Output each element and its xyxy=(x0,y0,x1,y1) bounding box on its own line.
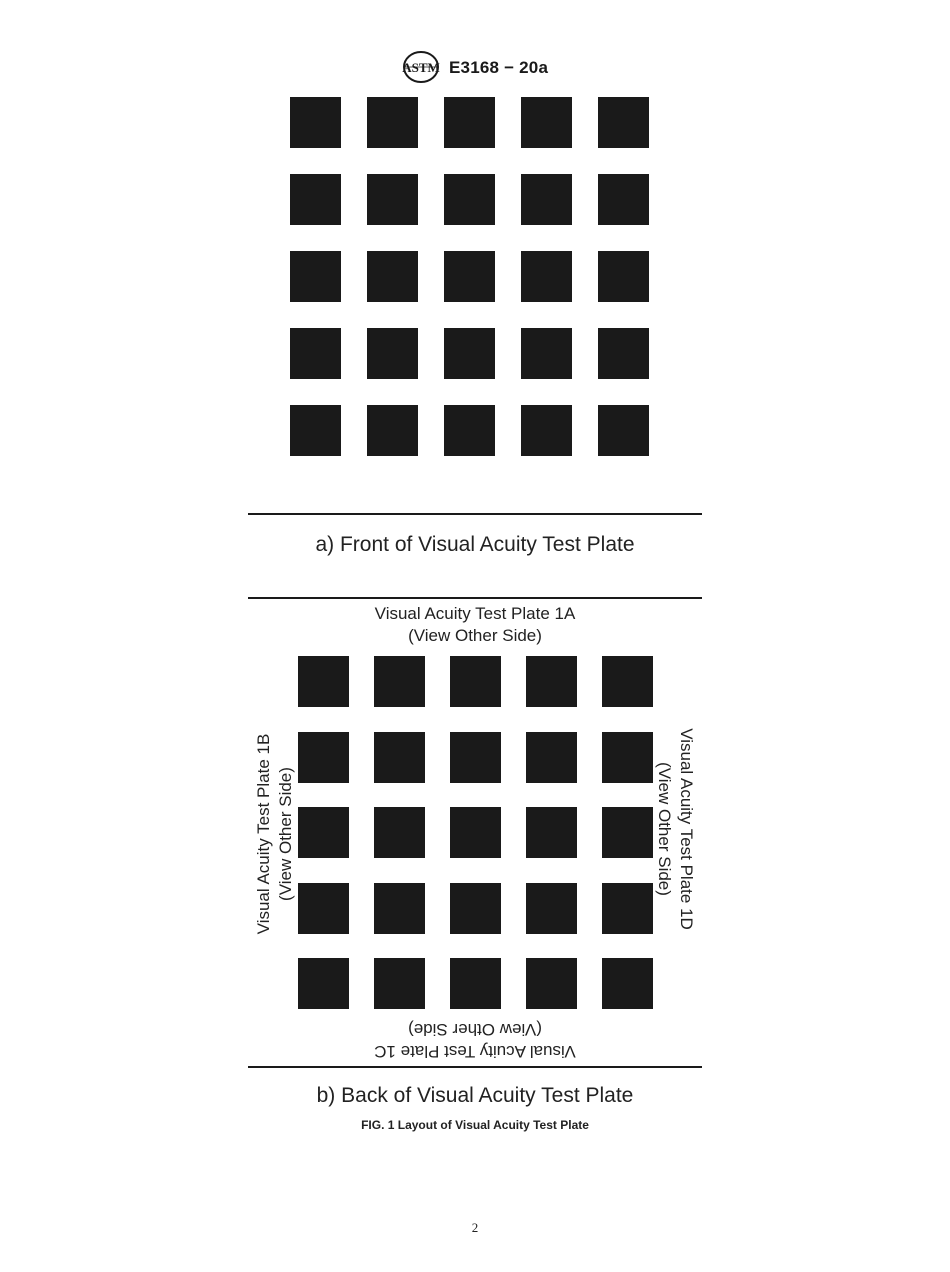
front-test-square xyxy=(521,174,572,225)
front-test-square xyxy=(598,251,649,302)
back-test-square xyxy=(298,807,349,858)
page-header xyxy=(0,50,950,86)
front-test-square xyxy=(521,405,572,456)
divider-rule xyxy=(248,513,702,515)
front-test-square xyxy=(598,405,649,456)
back-test-square xyxy=(374,656,425,707)
plate-label-1d-note: (View Other Side) xyxy=(655,762,674,896)
svg-text:ASTM: ASTM xyxy=(402,60,440,75)
back-test-square xyxy=(526,656,577,707)
plate-label-1b xyxy=(253,719,297,949)
front-test-square xyxy=(290,97,341,148)
back-test-square xyxy=(298,656,349,707)
plate-label-1d-title: Visual Acuity Test Plate 1D xyxy=(677,728,696,930)
plate-label-1b-note: (View Other Side) xyxy=(276,767,295,901)
front-test-square xyxy=(367,405,418,456)
back-test-square xyxy=(374,883,425,934)
back-test-square xyxy=(450,807,501,858)
back-test-square xyxy=(450,732,501,783)
front-test-square xyxy=(444,97,495,148)
front-test-square xyxy=(598,328,649,379)
plate-label-1c xyxy=(0,1018,950,1062)
divider-rule xyxy=(248,1066,702,1068)
plate-label-1c-title: Visual Acuity Test Plate 1C xyxy=(374,1042,576,1061)
front-test-square xyxy=(290,174,341,225)
astm-logo xyxy=(401,50,441,84)
back-plate-caption: b) Back of Visual Acuity Test Plate xyxy=(316,1084,634,1107)
front-test-square xyxy=(521,328,572,379)
plate-label-1a-title: Visual Acuity Test Plate 1A xyxy=(374,604,576,623)
front-test-square xyxy=(598,97,649,148)
plate-label-1c-note: (View Other Side) xyxy=(408,1020,542,1039)
front-test-square xyxy=(290,251,341,302)
front-test-square xyxy=(290,328,341,379)
page-number: 2 xyxy=(471,1220,479,1235)
back-test-square xyxy=(526,883,577,934)
plate-label-1d xyxy=(653,714,697,944)
front-test-square xyxy=(444,174,495,225)
front-test-square xyxy=(367,251,418,302)
back-test-square xyxy=(298,732,349,783)
back-test-square xyxy=(602,958,653,1009)
back-test-square xyxy=(374,732,425,783)
figure-caption: FIG. 1 Layout of Visual Acuity Test Plate xyxy=(361,1118,589,1132)
back-test-square xyxy=(602,656,653,707)
back-test-square xyxy=(526,732,577,783)
front-test-square xyxy=(444,251,495,302)
back-test-square xyxy=(602,807,653,858)
front-test-square xyxy=(367,174,418,225)
back-test-square xyxy=(450,656,501,707)
plate-label-1a-note: (View Other Side) xyxy=(408,626,542,645)
front-test-square xyxy=(290,405,341,456)
back-test-square xyxy=(374,807,425,858)
front-test-square xyxy=(367,328,418,379)
front-test-square xyxy=(367,97,418,148)
front-test-square xyxy=(521,97,572,148)
back-test-square xyxy=(526,807,577,858)
plate-label-1a xyxy=(0,603,950,647)
front-test-square xyxy=(444,328,495,379)
back-test-square xyxy=(450,883,501,934)
plate-label-1b-title: Visual Acuity Test Plate 1B xyxy=(254,733,273,935)
back-test-square xyxy=(526,958,577,1009)
back-test-square xyxy=(374,958,425,1009)
front-test-square xyxy=(521,251,572,302)
standard-designation: E3168 − 20a xyxy=(449,58,549,77)
front-test-square xyxy=(444,405,495,456)
back-test-square xyxy=(298,958,349,1009)
back-test-square xyxy=(450,958,501,1009)
divider-rule xyxy=(248,597,702,599)
back-test-square xyxy=(602,732,653,783)
front-plate-caption: a) Front of Visual Acuity Test Plate xyxy=(315,533,635,556)
front-test-square xyxy=(598,174,649,225)
back-test-square xyxy=(602,883,653,934)
back-test-square xyxy=(298,883,349,934)
